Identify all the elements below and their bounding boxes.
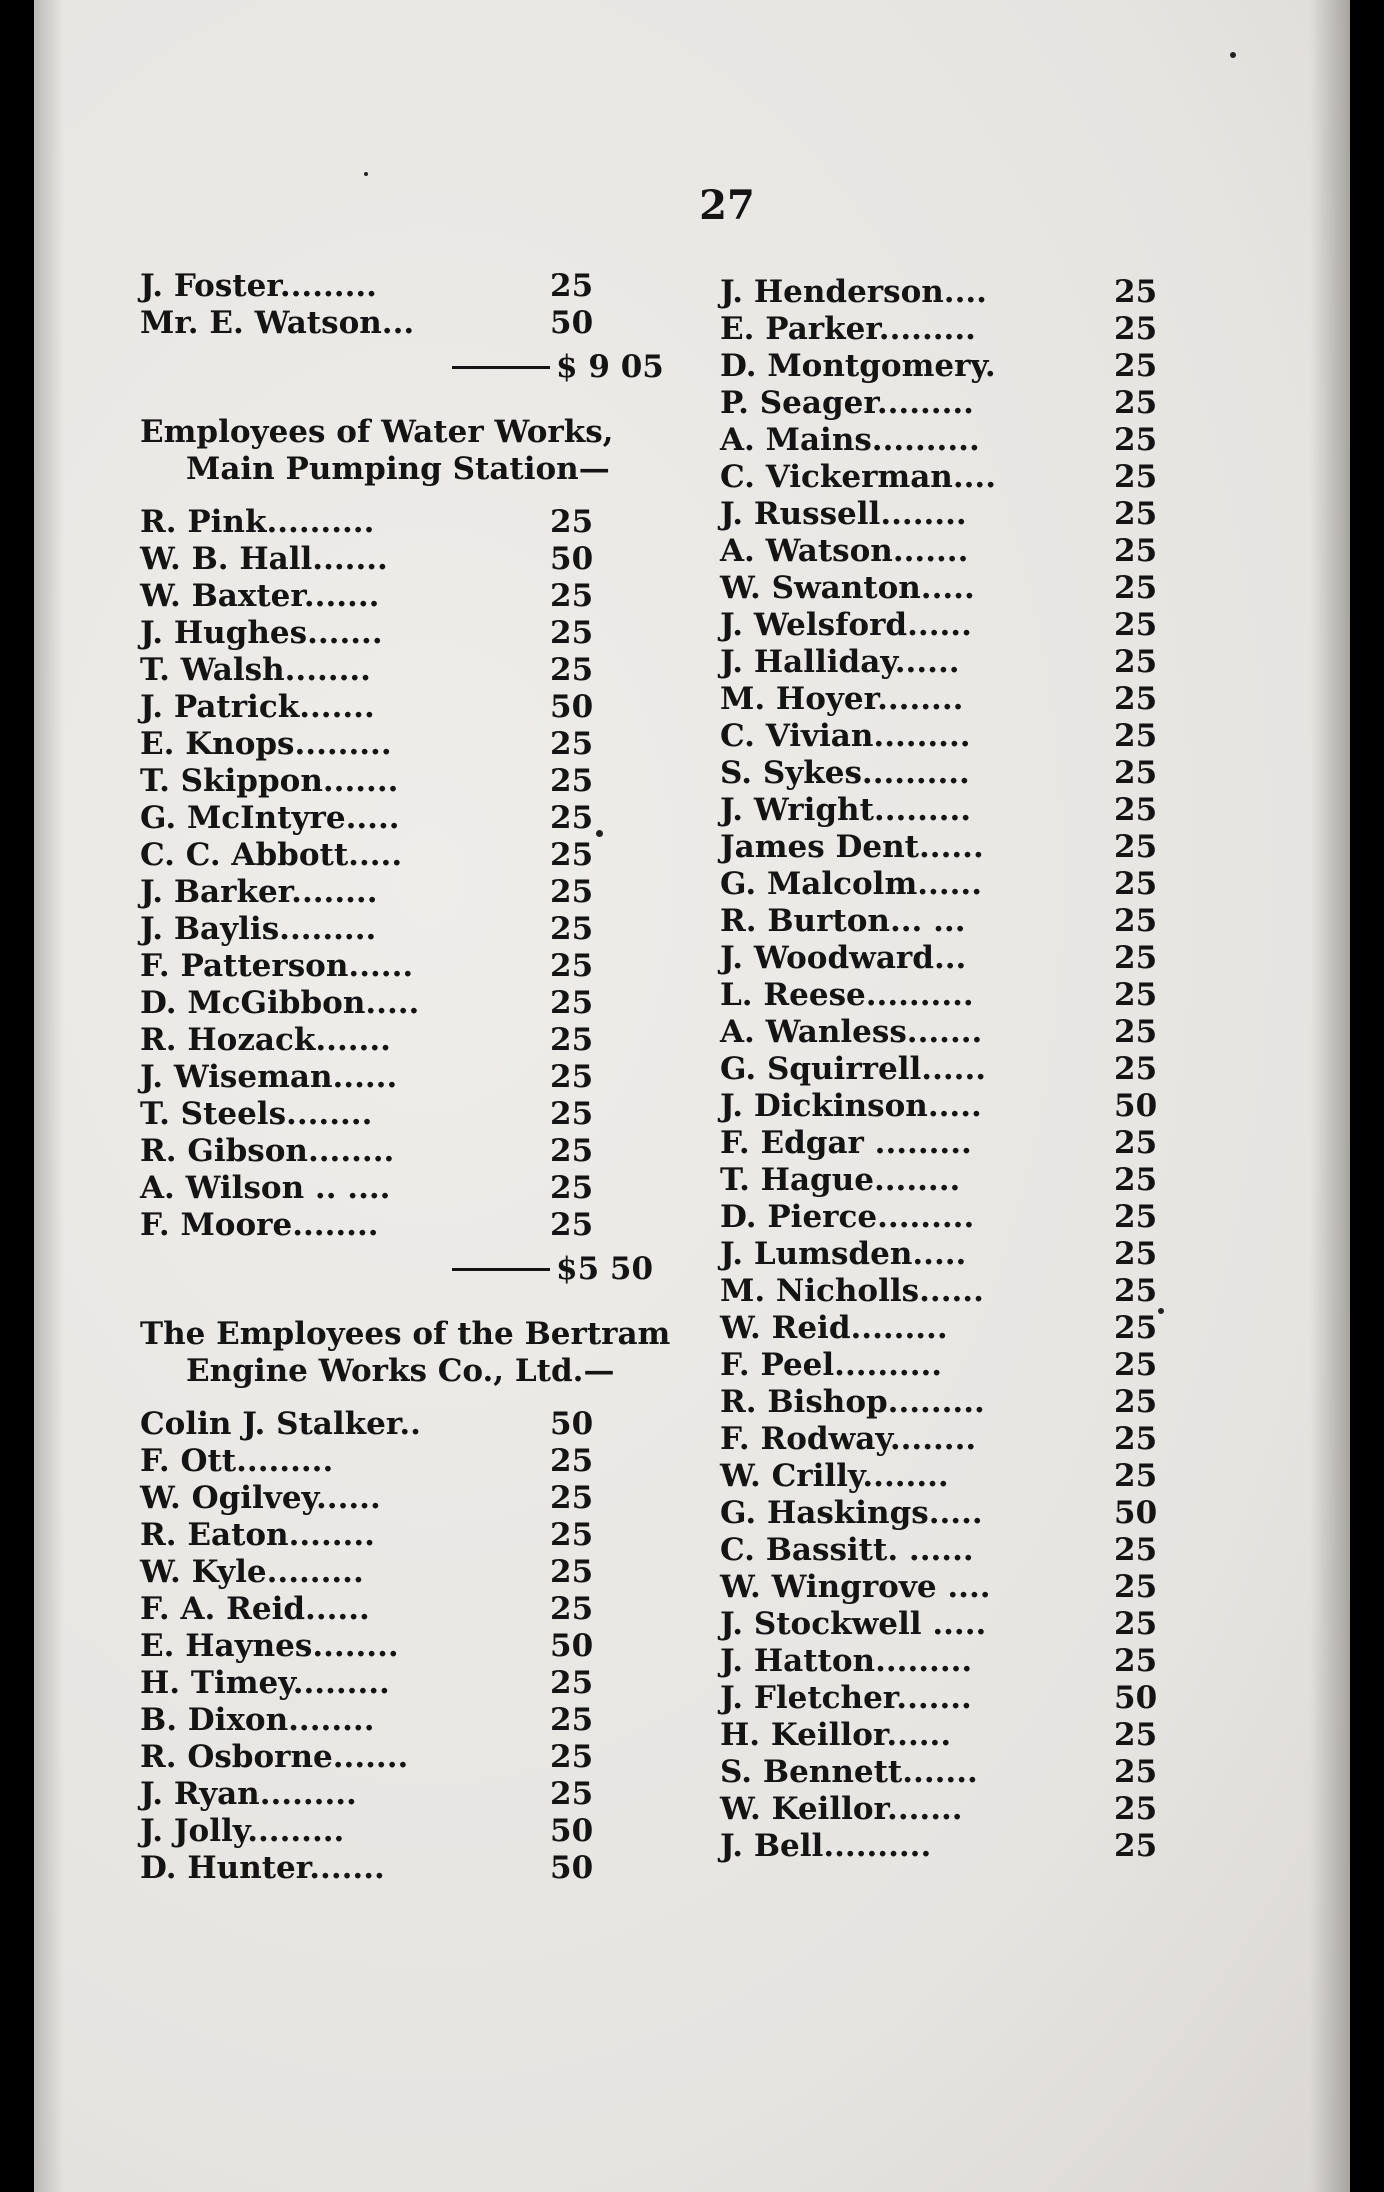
contributor-name: E. Haynes........ xyxy=(140,1628,399,1664)
contribution-amount: 25 xyxy=(1114,1643,1158,1679)
contribution-amount: 25 xyxy=(1114,422,1158,458)
contributor-row xyxy=(720,866,1280,903)
contributor-row xyxy=(140,1665,700,1702)
contributor-name: C. Bassitt. ...... xyxy=(720,1532,974,1568)
contributor-row xyxy=(720,829,1280,866)
contributor-name: J. Foster......... xyxy=(140,268,377,304)
contributor-row xyxy=(720,977,1280,1014)
contributor-name: R. Eaton........ xyxy=(140,1517,375,1553)
contribution-amount: 25 xyxy=(550,1591,594,1627)
contributor-row xyxy=(720,1680,1280,1717)
contributor-name: J. Henderson.... xyxy=(720,274,987,310)
contributor-row xyxy=(140,1059,700,1096)
contributor-name: J. Wiseman...... xyxy=(140,1059,398,1095)
total-rule xyxy=(452,1268,550,1271)
page-number: 27 xyxy=(699,182,755,229)
contributor-row xyxy=(140,1170,700,1207)
contributor-name: A. Watson....... xyxy=(720,533,969,569)
contributor-name: T. Skippon....... xyxy=(140,763,399,799)
contributor-row xyxy=(140,541,700,578)
scanned-page xyxy=(34,0,1350,2192)
contributor-row xyxy=(720,1458,1280,1495)
contributor-row xyxy=(140,1443,700,1480)
contribution-amount: 25 xyxy=(1114,1014,1158,1050)
contribution-amount: 25 xyxy=(1114,1606,1158,1642)
contributor-row xyxy=(720,607,1280,644)
contributor-row xyxy=(140,1207,700,1244)
contributor-name: W. Wingrove .... xyxy=(720,1569,991,1605)
contribution-amount: 25 xyxy=(1114,570,1158,606)
contributor-name: J. Ryan......... xyxy=(140,1776,357,1812)
contribution-amount: 25 xyxy=(550,837,594,873)
contributor-row xyxy=(720,459,1280,496)
contributor-name: J. Fletcher....... xyxy=(720,1680,972,1716)
contribution-amount: 25 xyxy=(1114,274,1158,310)
contribution-amount: 25 xyxy=(1114,1717,1158,1753)
section-heading-bertram xyxy=(140,1316,700,1390)
contribution-amount: 25 xyxy=(1114,1162,1158,1198)
contributor-name: W. B. Hall....... xyxy=(140,541,388,577)
contribution-amount: 25 xyxy=(550,1776,594,1812)
contributor-name: F. Edgar ......... xyxy=(720,1125,972,1161)
contributor-name: F. Rodway........ xyxy=(720,1421,977,1457)
left-top-entries xyxy=(140,268,700,342)
heading-line-2: Engine Works Co., Ltd.— xyxy=(186,1353,615,1389)
contributor-name: J. Bell.......... xyxy=(720,1828,932,1864)
contributor-row xyxy=(140,1702,700,1739)
contributor-row xyxy=(720,755,1280,792)
contributor-name: J. Lumsden..... xyxy=(720,1236,967,1272)
contributor-name: F. Moore........ xyxy=(140,1207,379,1243)
contribution-amount: 25 xyxy=(1114,829,1158,865)
contribution-amount: 25 xyxy=(1114,1273,1158,1309)
top-total-value: $ 9 05 xyxy=(556,349,664,385)
contribution-amount: 25 xyxy=(550,985,594,1021)
contributor-row xyxy=(720,1162,1280,1199)
contributor-name: R. Bishop......... xyxy=(720,1384,985,1420)
contributor-row xyxy=(720,940,1280,977)
contributor-name: W. Baxter....... xyxy=(140,578,380,614)
contributor-row xyxy=(720,1310,1280,1347)
contributor-name: J. Dickinson..... xyxy=(720,1088,982,1124)
contributor-name: B. Dixon........ xyxy=(140,1702,375,1738)
contributor-name: M. Nicholls...... xyxy=(720,1273,984,1309)
contribution-amount: 25 xyxy=(550,1702,594,1738)
contributor-row xyxy=(720,496,1280,533)
contributor-row xyxy=(720,792,1280,829)
contributor-name: D. McGibbon..... xyxy=(140,985,420,1021)
left-column xyxy=(140,268,700,1887)
contributor-row xyxy=(140,948,700,985)
bertram-entries xyxy=(140,1406,700,1887)
contributor-row xyxy=(140,1133,700,1170)
contribution-amount: 25 xyxy=(550,800,594,836)
contributor-name: W. Swanton..... xyxy=(720,570,975,606)
contributor-name: F. Ott......... xyxy=(140,1443,334,1479)
page-edge-shadow-right xyxy=(1310,0,1350,2192)
section1-total-line xyxy=(140,1244,700,1294)
contributor-row xyxy=(720,533,1280,570)
contributor-name: A. Wilson .. .... xyxy=(140,1170,391,1206)
contribution-amount: 25 xyxy=(1114,459,1158,495)
contribution-amount: 25 xyxy=(1114,1347,1158,1383)
contribution-amount: 25 xyxy=(1114,1310,1158,1346)
contribution-amount: 25 xyxy=(550,1059,594,1095)
contributor-name: W. Crilly........ xyxy=(720,1458,949,1494)
contribution-amount: 25 xyxy=(1114,903,1158,939)
contributor-row xyxy=(140,985,700,1022)
contributor-name: J. Stockwell ..... xyxy=(720,1606,987,1642)
water-works-entries xyxy=(140,504,700,1244)
contribution-amount: 50 xyxy=(550,1628,594,1664)
contributor-row xyxy=(140,911,700,948)
contributor-name: T. Steels........ xyxy=(140,1096,373,1132)
contributor-row xyxy=(140,1739,700,1776)
contributor-row xyxy=(720,385,1280,422)
contribution-amount: 25 xyxy=(1114,1051,1158,1087)
contribution-amount: 25 xyxy=(550,1170,594,1206)
contributor-name: J. Russell........ xyxy=(720,496,967,532)
contributor-name: G. McIntyre..... xyxy=(140,800,400,836)
contribution-amount: 25 xyxy=(550,1096,594,1132)
contributor-row xyxy=(720,1828,1280,1865)
contributor-row xyxy=(720,1754,1280,1791)
contribution-amount: 50 xyxy=(1114,1495,1158,1531)
contributor-row xyxy=(140,1096,700,1133)
contributor-row xyxy=(140,763,700,800)
contributor-row xyxy=(140,1776,700,1813)
contributor-row xyxy=(140,578,700,615)
contributor-name: Colin J. Stalker.. xyxy=(140,1406,421,1442)
contribution-amount: 50 xyxy=(550,689,594,725)
contribution-amount: 25 xyxy=(1114,533,1158,569)
contribution-amount: 25 xyxy=(1114,496,1158,532)
contributor-name: J. Patrick....... xyxy=(140,689,375,725)
contributor-name: J. Wright......... xyxy=(720,792,972,828)
contribution-amount: 25 xyxy=(550,1665,594,1701)
contribution-amount: 25 xyxy=(550,1133,594,1169)
contribution-amount: 25 xyxy=(1114,1421,1158,1457)
contribution-amount: 25 xyxy=(1114,607,1158,643)
contributor-name: J. Welsford...... xyxy=(720,607,972,643)
contributor-row xyxy=(140,652,700,689)
contribution-amount: 25 xyxy=(550,948,594,984)
contribution-amount: 25 xyxy=(1114,1754,1158,1790)
contribution-amount: 25 xyxy=(1114,1236,1158,1272)
print-speck xyxy=(1158,1308,1164,1314)
contributor-row xyxy=(720,422,1280,459)
contributor-name: G. Squirrell...... xyxy=(720,1051,987,1087)
heading-line-1: The Employees of the Bertram xyxy=(140,1316,671,1352)
contributor-name: L. Reese.......... xyxy=(720,977,974,1013)
contribution-amount: 25 xyxy=(1114,866,1158,902)
contributor-name: S. Sykes.......... xyxy=(720,755,970,791)
contribution-amount: 50 xyxy=(1114,1680,1158,1716)
contributor-row xyxy=(720,681,1280,718)
contributor-row xyxy=(140,305,700,342)
contributor-row xyxy=(140,615,700,652)
contribution-amount: 25 xyxy=(550,504,594,540)
contribution-amount: 25 xyxy=(550,615,594,651)
contribution-amount: 25 xyxy=(1114,385,1158,421)
contributor-row xyxy=(720,1643,1280,1680)
contributor-row xyxy=(720,644,1280,681)
section1-total-value: $5 50 xyxy=(556,1251,654,1287)
print-speck xyxy=(1230,52,1236,58)
contributor-row xyxy=(140,504,700,541)
contribution-amount: 25 xyxy=(550,1443,594,1479)
contributor-row xyxy=(140,1022,700,1059)
contribution-amount: 25 xyxy=(1114,977,1158,1013)
contributor-row xyxy=(140,726,700,763)
contribution-amount: 50 xyxy=(550,1406,594,1442)
contribution-amount: 25 xyxy=(1114,1199,1158,1235)
contributor-name: S. Bennett....... xyxy=(720,1754,978,1790)
contributor-row xyxy=(140,874,700,911)
contributor-name: F. A. Reid...... xyxy=(140,1591,370,1627)
print-speck xyxy=(596,830,603,837)
contributor-name: F. Patterson...... xyxy=(140,948,414,984)
page-edge-shadow-left xyxy=(34,0,64,2192)
contribution-amount: 25 xyxy=(550,1554,594,1590)
contribution-amount: 50 xyxy=(550,1813,594,1849)
right-column xyxy=(720,274,1280,1865)
contributor-row xyxy=(720,1717,1280,1754)
contributor-name: C. Vivian......... xyxy=(720,718,971,754)
contribution-amount: 50 xyxy=(550,541,594,577)
contributor-row xyxy=(720,1532,1280,1569)
contributor-name: J. Hatton......... xyxy=(720,1643,973,1679)
contributor-name: H. Keillor...... xyxy=(720,1717,952,1753)
contribution-amount: 25 xyxy=(1114,718,1158,754)
contributor-row xyxy=(720,1273,1280,1310)
heading-line-2: Main Pumping Station— xyxy=(186,451,610,487)
contribution-amount: 25 xyxy=(1114,1569,1158,1605)
contributor-row xyxy=(720,1384,1280,1421)
contributor-name: E. Knops......... xyxy=(140,726,392,762)
contributor-name: J. Jolly......... xyxy=(140,1813,345,1849)
contributor-row xyxy=(140,268,700,305)
contributor-row xyxy=(140,1554,700,1591)
contributor-name: J. Woodward... xyxy=(720,940,967,976)
contributor-row xyxy=(140,1850,700,1887)
contributor-name: W. Kyle......... xyxy=(140,1554,364,1590)
contributor-row xyxy=(720,1569,1280,1606)
contributor-row xyxy=(140,1480,700,1517)
contributor-name: A. Wanless....... xyxy=(720,1014,983,1050)
contributor-name: H. Timey......... xyxy=(140,1665,390,1701)
contributor-name: J. Halliday...... xyxy=(720,644,960,680)
contributor-row xyxy=(720,1347,1280,1384)
contribution-amount: 25 xyxy=(1114,940,1158,976)
contribution-amount: 25 xyxy=(550,1022,594,1058)
contributor-name: W. Reid......... xyxy=(720,1310,948,1346)
contributor-row xyxy=(140,837,700,874)
contributor-name: R. Hozack....... xyxy=(140,1022,391,1058)
contribution-amount: 25 xyxy=(1114,755,1158,791)
contributor-row xyxy=(140,1591,700,1628)
contribution-amount: 25 xyxy=(550,911,594,947)
total-rule xyxy=(452,366,550,369)
contributor-name: R. Gibson........ xyxy=(140,1133,395,1169)
contribution-amount: 25 xyxy=(1114,1125,1158,1161)
contributor-row xyxy=(720,1125,1280,1162)
contribution-amount: 25 xyxy=(550,1480,594,1516)
contribution-amount: 25 xyxy=(550,726,594,762)
contribution-amount: 25 xyxy=(1114,1791,1158,1827)
contribution-amount: 25 xyxy=(1114,1532,1158,1568)
contribution-amount: 25 xyxy=(1114,681,1158,717)
contributor-row xyxy=(140,1517,700,1554)
top-total-line xyxy=(140,342,700,392)
contributor-name: R. Pink.......... xyxy=(140,504,375,540)
heading-line-1: Employees of Water Works, xyxy=(140,414,614,450)
contributor-row xyxy=(720,1014,1280,1051)
contribution-amount: 25 xyxy=(550,874,594,910)
contributor-name: F. Peel.......... xyxy=(720,1347,943,1383)
contributor-name: G. Haskings..... xyxy=(720,1495,983,1531)
contributor-name: D. Pierce......... xyxy=(720,1199,975,1235)
contribution-amount: 25 xyxy=(1114,311,1158,347)
contribution-amount: 25 xyxy=(550,763,594,799)
contribution-amount: 25 xyxy=(1114,348,1158,384)
contribution-amount: 50 xyxy=(550,1850,594,1886)
contribution-amount: 25 xyxy=(550,652,594,688)
contributor-row xyxy=(720,903,1280,940)
contributor-row xyxy=(140,689,700,726)
contributor-name: J. Baylis......... xyxy=(140,911,377,947)
contributor-name: J. Hughes....... xyxy=(140,615,383,651)
contributor-name: T. Walsh........ xyxy=(140,652,371,688)
contributor-name: G. Malcolm...... xyxy=(720,866,983,902)
contribution-amount: 25 xyxy=(1114,644,1158,680)
contributor-name: W. Ogilvey...... xyxy=(140,1480,381,1516)
contributor-name: Mr. E. Watson... xyxy=(140,305,415,341)
contributor-row xyxy=(720,1199,1280,1236)
section-heading-water-works xyxy=(140,414,700,488)
contributor-row xyxy=(720,1236,1280,1273)
print-speck xyxy=(364,172,368,176)
contribution-amount: 25 xyxy=(1114,792,1158,828)
contributor-row xyxy=(140,1406,700,1443)
contribution-amount: 25 xyxy=(1114,1458,1158,1494)
contribution-amount: 25 xyxy=(550,1207,594,1243)
contributor-row xyxy=(720,311,1280,348)
contributor-name: D. Montgomery. xyxy=(720,348,996,384)
contributor-row xyxy=(140,1813,700,1850)
contributor-row xyxy=(720,718,1280,755)
contributor-row xyxy=(720,1495,1280,1532)
contributor-row xyxy=(720,348,1280,385)
contribution-amount: 50 xyxy=(550,305,594,341)
contributor-row xyxy=(140,800,700,837)
contribution-amount: 50 xyxy=(1114,1088,1158,1124)
contributor-name: James Dent...... xyxy=(720,829,984,865)
contributor-name: M. Hoyer........ xyxy=(720,681,964,717)
right-entries xyxy=(720,274,1280,1865)
contributor-row xyxy=(720,1051,1280,1088)
contributor-row xyxy=(720,570,1280,607)
contributor-name: P. Seager......... xyxy=(720,385,974,421)
contributor-name: R. Osborne....... xyxy=(140,1739,409,1775)
contributor-row xyxy=(720,1606,1280,1643)
contribution-amount: 25 xyxy=(1114,1828,1158,1864)
contributor-name: T. Hague........ xyxy=(720,1162,961,1198)
contributor-name: A. Mains.......... xyxy=(720,422,980,458)
contributor-row xyxy=(140,1628,700,1665)
contributor-name: C. Vickerman.... xyxy=(720,459,997,495)
contributor-row xyxy=(720,1421,1280,1458)
contributor-name: J. Barker........ xyxy=(140,874,378,910)
contribution-amount: 25 xyxy=(1114,1384,1158,1420)
contribution-amount: 25 xyxy=(550,1739,594,1775)
contributor-name: E. Parker......... xyxy=(720,311,976,347)
contributor-row xyxy=(720,1088,1280,1125)
contributor-row xyxy=(720,274,1280,311)
contributor-name: C. C. Abbott..... xyxy=(140,837,403,873)
contribution-amount: 25 xyxy=(550,268,594,304)
contributor-name: W. Keillor....... xyxy=(720,1791,963,1827)
contributor-row xyxy=(720,1791,1280,1828)
contribution-amount: 25 xyxy=(550,578,594,614)
contribution-amount: 25 xyxy=(550,1517,594,1553)
contributor-name: R. Burton... ... xyxy=(720,903,966,939)
contributor-name: D. Hunter....... xyxy=(140,1850,385,1886)
